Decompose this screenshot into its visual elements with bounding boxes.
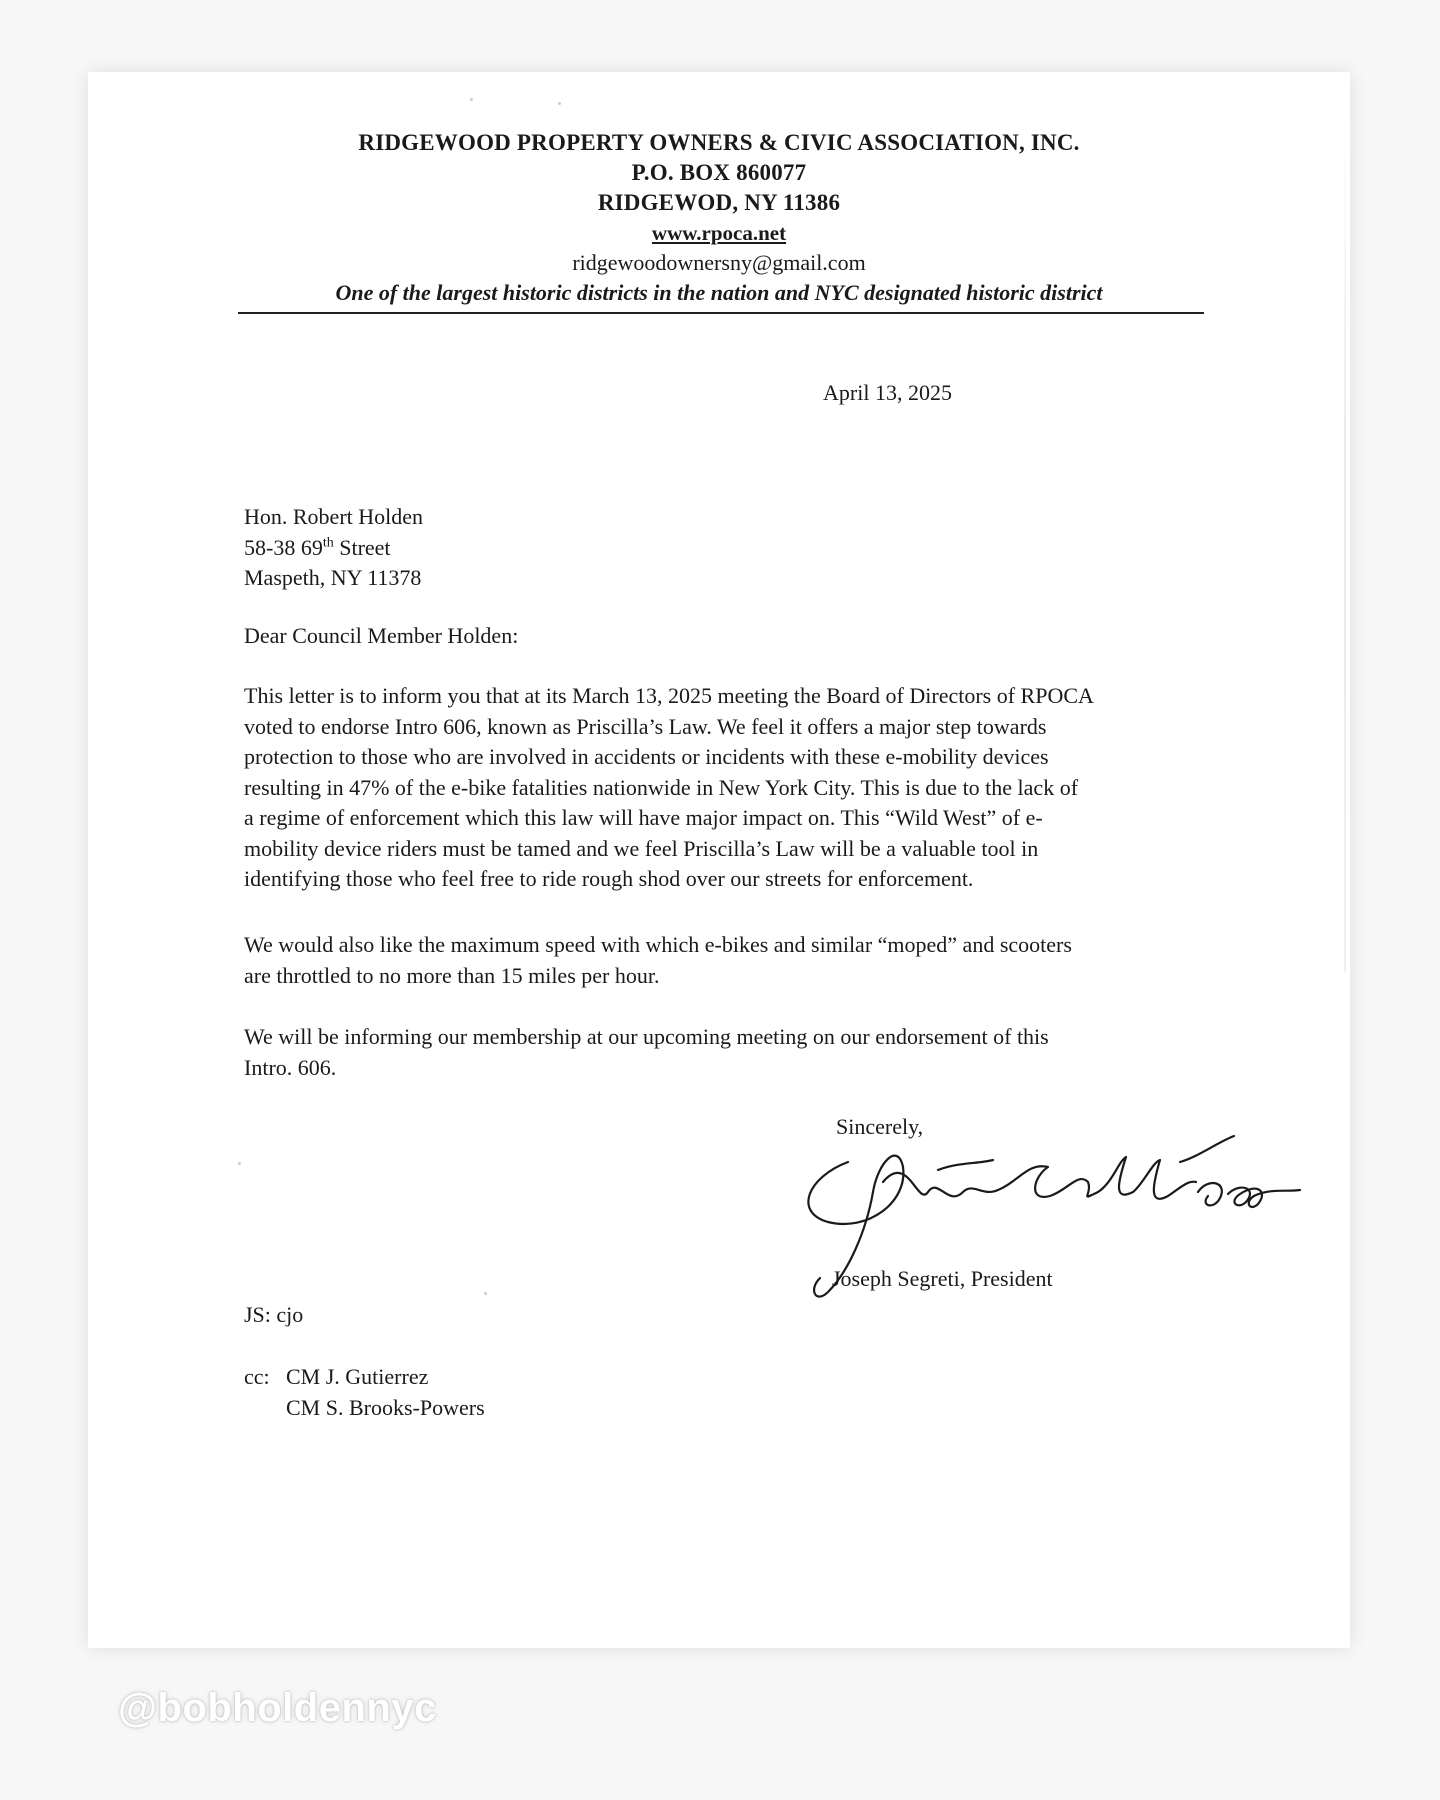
org-website: www.rpoca.net xyxy=(651,221,787,245)
signer-name: Joseph Segreti, President xyxy=(832,1266,1053,1291)
cc-label: cc: xyxy=(244,1364,270,1389)
letter-page xyxy=(88,72,1350,1648)
paragraph-line: Intro. 606. xyxy=(244,1054,337,1080)
letter-date: April 13, 2025 xyxy=(823,380,952,405)
street-suffix: th xyxy=(322,535,334,551)
org-email: ridgewoodownersny@gmail.com xyxy=(572,250,866,275)
recipient-city: Maspeth, NY 11378 xyxy=(244,565,422,590)
street-number: 58-38 69 xyxy=(244,534,323,560)
cc-row xyxy=(244,1362,485,1393)
street-name: Street xyxy=(333,534,391,560)
paragraph-line: resulting in 47% of the e-bike fatalities nationwide in New York City. This is due to the lack of xyxy=(244,774,1079,800)
signature-stroke xyxy=(883,1157,1196,1199)
signature-flourish xyxy=(938,1136,1234,1170)
paragraph-line: We would also like the maximum speed with which e-bikes and similar “moped” and scooters xyxy=(244,932,1072,957)
recipient-address xyxy=(244,502,423,594)
recipient-street xyxy=(244,533,423,564)
closing: Sincerely, xyxy=(836,1114,924,1139)
cc-recipient: CM J. Gutierrez xyxy=(286,1364,429,1389)
signature-initials xyxy=(1198,1183,1300,1207)
letterhead-rule xyxy=(238,312,1204,314)
paragraph-line: voted to endorse Intro 606, known as Priscilla’s Law. We feel it offers a major step towards xyxy=(244,713,1047,739)
typist-initials: JS: cjo xyxy=(244,1302,304,1327)
cc-recipient: CM S. Brooks-Powers xyxy=(286,1394,485,1420)
body-paragraph-1 xyxy=(244,681,1204,895)
org-tagline: One of the largest historic districts in the nation and NYC designated historic district xyxy=(335,280,1103,305)
scan-speck xyxy=(484,1292,487,1295)
scan-speck xyxy=(558,102,561,105)
org-name: RIDGEWOOD PROPERTY OWNERS & CIVIC ASSOCIATION, INC. xyxy=(358,130,1080,155)
paragraph-line: mobility device riders must be tamed and we feel Priscilla’s Law will be a valuable tool in xyxy=(244,835,1039,861)
social-handle-watermark: @bobholdennyc xyxy=(118,1686,437,1730)
scan-speck xyxy=(470,98,473,101)
paragraph-line: identifying those who feel free to ride rough shod over our streets for enforcement. xyxy=(244,866,974,891)
paragraph-line: We will be informing our membership at our upcoming meeting on our endorsement of this xyxy=(244,1024,1049,1049)
body-paragraph-3 xyxy=(244,1022,1204,1083)
paragraph-line: a regime of enforcement which this law will have major impact on. This “Wild West” of e- xyxy=(244,805,1043,830)
recipient-name: Hon. Robert Holden xyxy=(244,504,424,529)
letterhead xyxy=(88,128,1350,308)
body-paragraph-2 xyxy=(244,930,1204,991)
cc-block xyxy=(244,1362,485,1423)
paragraph-line: This letter is to inform you that at its March 13, 2025 meeting the Board of Directors of RPOCA xyxy=(244,683,1094,708)
paragraph-line: protection to those who are involved in accidents or incidents with these e-mobility devices xyxy=(244,744,1049,769)
org-city: RIDGEWOD, NY 11386 xyxy=(597,190,841,215)
scan-speck xyxy=(238,1162,241,1165)
po-box: P.O. BOX 860077 xyxy=(631,160,807,185)
paragraph-line: are throttled to no more than 15 miles per hour. xyxy=(244,962,660,988)
salutation: Dear Council Member Holden: xyxy=(244,623,519,648)
